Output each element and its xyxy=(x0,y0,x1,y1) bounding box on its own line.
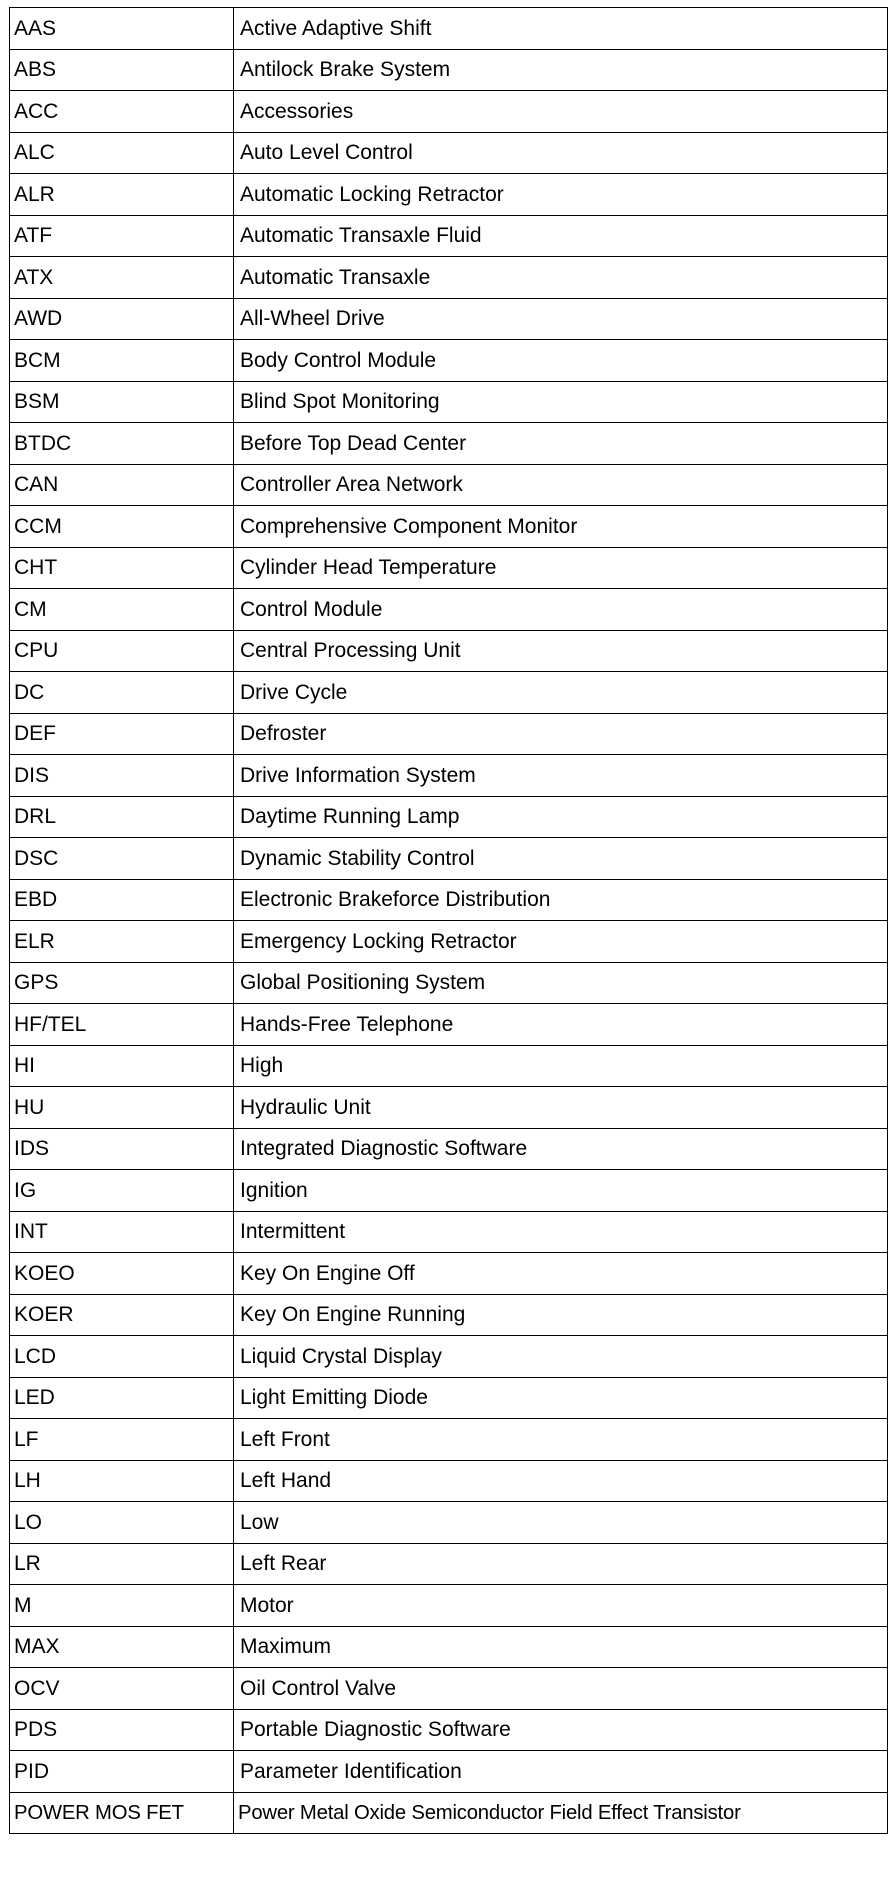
table-row xyxy=(10,1626,888,1668)
abbreviation-cell: LH xyxy=(10,1460,234,1502)
abbreviation-cell: IDS xyxy=(10,1128,234,1170)
term-cell: Cylinder Head Temperature xyxy=(234,547,888,589)
table-row xyxy=(10,1294,888,1336)
table-row xyxy=(10,1709,888,1751)
term-cell: Automatic Locking Retractor xyxy=(234,174,888,216)
table-row xyxy=(10,423,888,465)
table-row xyxy=(10,49,888,91)
term-cell: Central Processing Unit xyxy=(234,630,888,672)
term-cell: High xyxy=(234,1045,888,1087)
abbreviation-cell: CAN xyxy=(10,464,234,506)
term-cell: Hydraulic Unit xyxy=(234,1087,888,1129)
table-row xyxy=(10,381,888,423)
abbreviation-cell: M xyxy=(10,1585,234,1627)
table-row xyxy=(10,8,888,50)
abbreviation-cell: ALC xyxy=(10,132,234,174)
term-cell: Light Emitting Diode xyxy=(234,1377,888,1419)
term-cell: Power Metal Oxide Semiconductor Field Effect Transistor xyxy=(234,1792,888,1834)
abbreviation-cell: DC xyxy=(10,672,234,714)
table-row xyxy=(10,755,888,797)
term-cell: Blind Spot Monitoring xyxy=(234,381,888,423)
table-row xyxy=(10,257,888,299)
term-cell: Liquid Crystal Display xyxy=(234,1336,888,1378)
table-row xyxy=(10,1543,888,1585)
abbreviation-cell: ATX xyxy=(10,257,234,299)
abbreviation-cell: BSM xyxy=(10,381,234,423)
table-row xyxy=(10,630,888,672)
abbreviation-cell: DSC xyxy=(10,838,234,880)
table-row xyxy=(10,1211,888,1253)
abbreviation-table-body xyxy=(10,8,888,1834)
term-cell: Accessories xyxy=(234,91,888,133)
abbreviation-cell: LR xyxy=(10,1543,234,1585)
term-cell: Control Module xyxy=(234,589,888,631)
abbreviation-cell: ALR xyxy=(10,174,234,216)
table-row xyxy=(10,1585,888,1627)
term-cell: Global Positioning System xyxy=(234,962,888,1004)
term-cell: Key On Engine Running xyxy=(234,1294,888,1336)
term-cell: Automatic Transaxle Fluid xyxy=(234,215,888,257)
term-cell: Daytime Running Lamp xyxy=(234,796,888,838)
table-row xyxy=(10,1377,888,1419)
abbreviation-cell: ATF xyxy=(10,215,234,257)
abbreviation-cell: KOER xyxy=(10,1294,234,1336)
term-cell: Hands-Free Telephone xyxy=(234,1004,888,1046)
term-cell: Maximum xyxy=(234,1626,888,1668)
term-cell: Automatic Transaxle xyxy=(234,257,888,299)
term-cell: Drive Information System xyxy=(234,755,888,797)
abbreviation-cell: DRL xyxy=(10,796,234,838)
table-row xyxy=(10,1502,888,1544)
term-cell: Antilock Brake System xyxy=(234,49,888,91)
abbreviation-cell: CPU xyxy=(10,630,234,672)
abbreviation-cell: ELR xyxy=(10,921,234,963)
table-row xyxy=(10,1253,888,1295)
abbreviation-cell: PDS xyxy=(10,1709,234,1751)
term-cell: Motor xyxy=(234,1585,888,1627)
table-row xyxy=(10,1128,888,1170)
abbreviation-cell: MAX xyxy=(10,1626,234,1668)
abbreviation-cell: AWD xyxy=(10,298,234,340)
term-cell: Drive Cycle xyxy=(234,672,888,714)
table-row xyxy=(10,506,888,548)
table-row xyxy=(10,1087,888,1129)
table-row xyxy=(10,132,888,174)
term-cell: Electronic Brakeforce Distribution xyxy=(234,879,888,921)
table-row xyxy=(10,91,888,133)
table-row xyxy=(10,1751,888,1793)
table-row xyxy=(10,796,888,838)
term-cell: Oil Control Valve xyxy=(234,1668,888,1710)
abbreviation-cell: DEF xyxy=(10,713,234,755)
abbreviation-cell: LF xyxy=(10,1419,234,1461)
term-cell: Controller Area Network xyxy=(234,464,888,506)
table-row xyxy=(10,879,888,921)
term-cell: Integrated Diagnostic Software xyxy=(234,1128,888,1170)
abbreviation-cell: CCM xyxy=(10,506,234,548)
abbreviation-cell: AAS xyxy=(10,8,234,50)
abbreviation-cell: LCD xyxy=(10,1336,234,1378)
table-row xyxy=(10,215,888,257)
term-cell: Left Hand xyxy=(234,1460,888,1502)
table-row xyxy=(10,838,888,880)
term-cell: Active Adaptive Shift xyxy=(234,8,888,50)
table-row xyxy=(10,547,888,589)
abbreviation-cell: GPS xyxy=(10,962,234,1004)
term-cell: Low xyxy=(234,1502,888,1544)
table-row xyxy=(10,174,888,216)
abbreviation-cell: EBD xyxy=(10,879,234,921)
abbreviation-cell: BTDC xyxy=(10,423,234,465)
table-row xyxy=(10,1336,888,1378)
term-cell: Intermittent xyxy=(234,1211,888,1253)
abbreviation-cell: OCV xyxy=(10,1668,234,1710)
term-cell: Before Top Dead Center xyxy=(234,423,888,465)
abbreviation-cell: IG xyxy=(10,1170,234,1212)
abbreviation-cell: HU xyxy=(10,1087,234,1129)
term-cell: Key On Engine Off xyxy=(234,1253,888,1295)
abbreviation-cell: POWER MOS FET xyxy=(10,1792,234,1834)
table-row xyxy=(10,1170,888,1212)
abbreviation-cell: ABS xyxy=(10,49,234,91)
abbreviation-cell: ACC xyxy=(10,91,234,133)
abbreviation-cell: PID xyxy=(10,1751,234,1793)
abbreviation-cell: KOEO xyxy=(10,1253,234,1295)
abbreviation-cell: HI xyxy=(10,1045,234,1087)
abbreviation-table xyxy=(9,7,888,1834)
term-cell: Emergency Locking Retractor xyxy=(234,921,888,963)
abbreviation-cell: CHT xyxy=(10,547,234,589)
term-cell: Dynamic Stability Control xyxy=(234,838,888,880)
term-cell: All-Wheel Drive xyxy=(234,298,888,340)
table-row xyxy=(10,921,888,963)
table-row xyxy=(10,672,888,714)
abbreviation-cell: LED xyxy=(10,1377,234,1419)
table-row xyxy=(10,340,888,382)
table-row xyxy=(10,1419,888,1461)
term-cell: Ignition xyxy=(234,1170,888,1212)
table-row xyxy=(10,962,888,1004)
term-cell: Left Front xyxy=(234,1419,888,1461)
term-cell: Body Control Module xyxy=(234,340,888,382)
table-row xyxy=(10,1668,888,1710)
table-row xyxy=(10,1004,888,1046)
abbreviation-cell: INT xyxy=(10,1211,234,1253)
table-row xyxy=(10,1045,888,1087)
term-cell: Comprehensive Component Monitor xyxy=(234,506,888,548)
abbreviation-cell: DIS xyxy=(10,755,234,797)
table-row xyxy=(10,1792,888,1834)
abbreviation-cell: HF/TEL xyxy=(10,1004,234,1046)
abbreviation-cell: CM xyxy=(10,589,234,631)
term-cell: Parameter Identification xyxy=(234,1751,888,1793)
term-cell: Left Rear xyxy=(234,1543,888,1585)
table-row xyxy=(10,713,888,755)
term-cell: Portable Diagnostic Software xyxy=(234,1709,888,1751)
term-cell: Defroster xyxy=(234,713,888,755)
table-row xyxy=(10,589,888,631)
table-row xyxy=(10,1460,888,1502)
abbreviation-cell: BCM xyxy=(10,340,234,382)
table-row xyxy=(10,464,888,506)
term-cell: Auto Level Control xyxy=(234,132,888,174)
table-row xyxy=(10,298,888,340)
abbreviation-cell: LO xyxy=(10,1502,234,1544)
